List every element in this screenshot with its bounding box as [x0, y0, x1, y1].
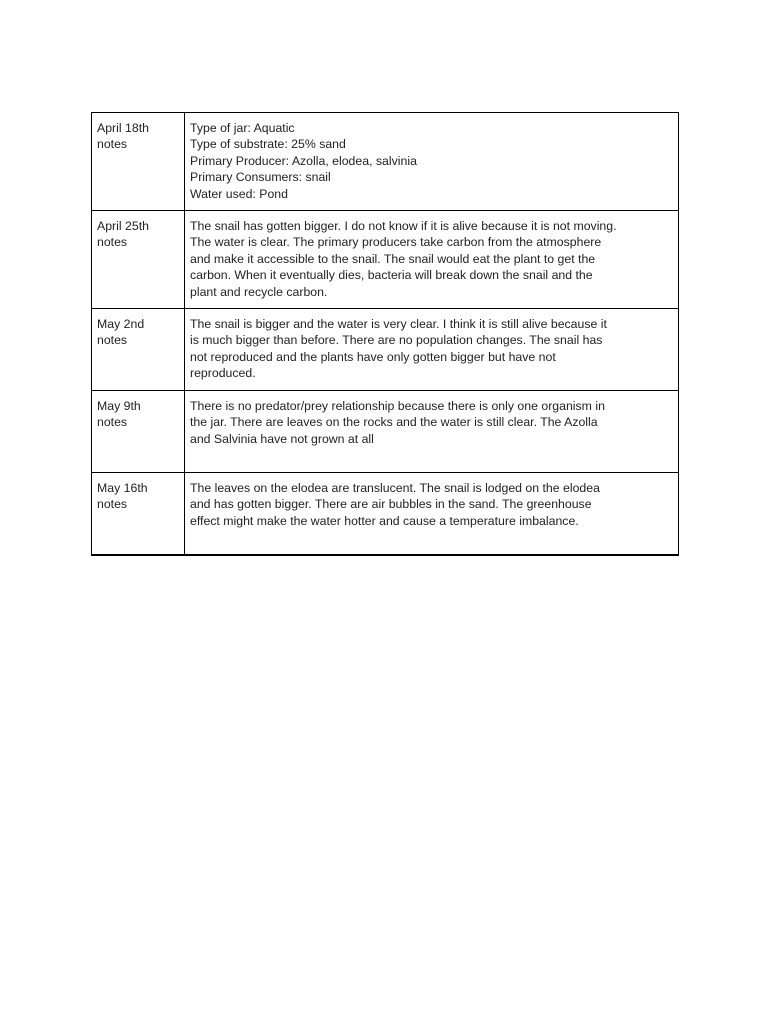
note-line: carbon. When it eventually dies, bacteria will break down the snail and the — [190, 268, 593, 283]
log-row-april-18 — [92, 113, 679, 211]
note-line: The snail has gotten bigger. I do not know if it is alive because it is not moving. — [190, 219, 617, 234]
log-row-may-16 — [92, 473, 679, 556]
date-label: April 25th — [97, 219, 149, 234]
log-row-may-2 — [92, 309, 679, 391]
date-label: May 16th — [97, 481, 148, 496]
note-line: and has gotten bigger. There are air bubbles in the sand. The greenhouse — [190, 497, 592, 512]
date-label: May 2nd — [97, 317, 145, 332]
notes-cell — [185, 309, 679, 391]
note-line: There is no predator/prey relationship because there is only one organism in — [190, 399, 605, 414]
date-label-suffix: notes — [97, 415, 128, 430]
note-line: effect might make the water hotter and cause a temperature imbalance. — [190, 513, 579, 528]
date-cell — [92, 211, 185, 309]
note-line: The snail is bigger and the water is very clear. I think it is still alive because it — [190, 317, 607, 332]
date-label: April 18th — [97, 121, 149, 135]
note-line: the jar. There are leaves on the rocks and the water is still clear. The Azolla — [190, 415, 598, 430]
note-line: plant and recycle carbon. — [190, 284, 328, 299]
note-line: not reproduced and the plants have only gotten bigger but have not — [190, 349, 556, 364]
note-line: is much bigger than before. There are no population changes. The snail has — [190, 333, 603, 348]
notes-cell — [185, 113, 679, 211]
date-cell — [92, 309, 185, 391]
date-cell — [92, 113, 185, 211]
note-line: and Salvinia have not grown at all — [190, 431, 374, 446]
date-label-suffix: notes — [97, 497, 128, 512]
note-line: Type of substrate: 25% sand — [190, 137, 346, 152]
note-line: and make it accessible to the snail. The snail would eat the plant to get the — [190, 251, 596, 266]
note-line: Primary Consumers: snail — [190, 170, 331, 185]
note-line: The water is clear. The primary producers take carbon from the atmosphere — [190, 235, 602, 250]
notes-cell — [185, 211, 679, 309]
notes-cell — [185, 473, 679, 556]
observation-log-table — [91, 112, 679, 556]
note-line: The leaves on the elodea are translucent. The snail is lodged on the elodea — [190, 481, 600, 496]
log-row-may-9 — [92, 391, 679, 473]
note-line: reproduced. — [190, 366, 256, 381]
note-line: Type of jar: Aquatic — [190, 121, 295, 135]
date-label-suffix: notes — [97, 333, 128, 348]
note-line: Primary Producer: Azolla, elodea, salvinia — [190, 153, 417, 168]
notes-cell — [185, 391, 679, 473]
date-label: May 9th — [97, 399, 141, 414]
date-cell — [92, 473, 185, 556]
date-label-suffix: notes — [97, 137, 128, 152]
date-cell — [92, 391, 185, 473]
date-label-suffix: notes — [97, 235, 128, 250]
note-line: Water used: Pond — [190, 186, 288, 201]
log-row-april-25 — [92, 211, 679, 309]
